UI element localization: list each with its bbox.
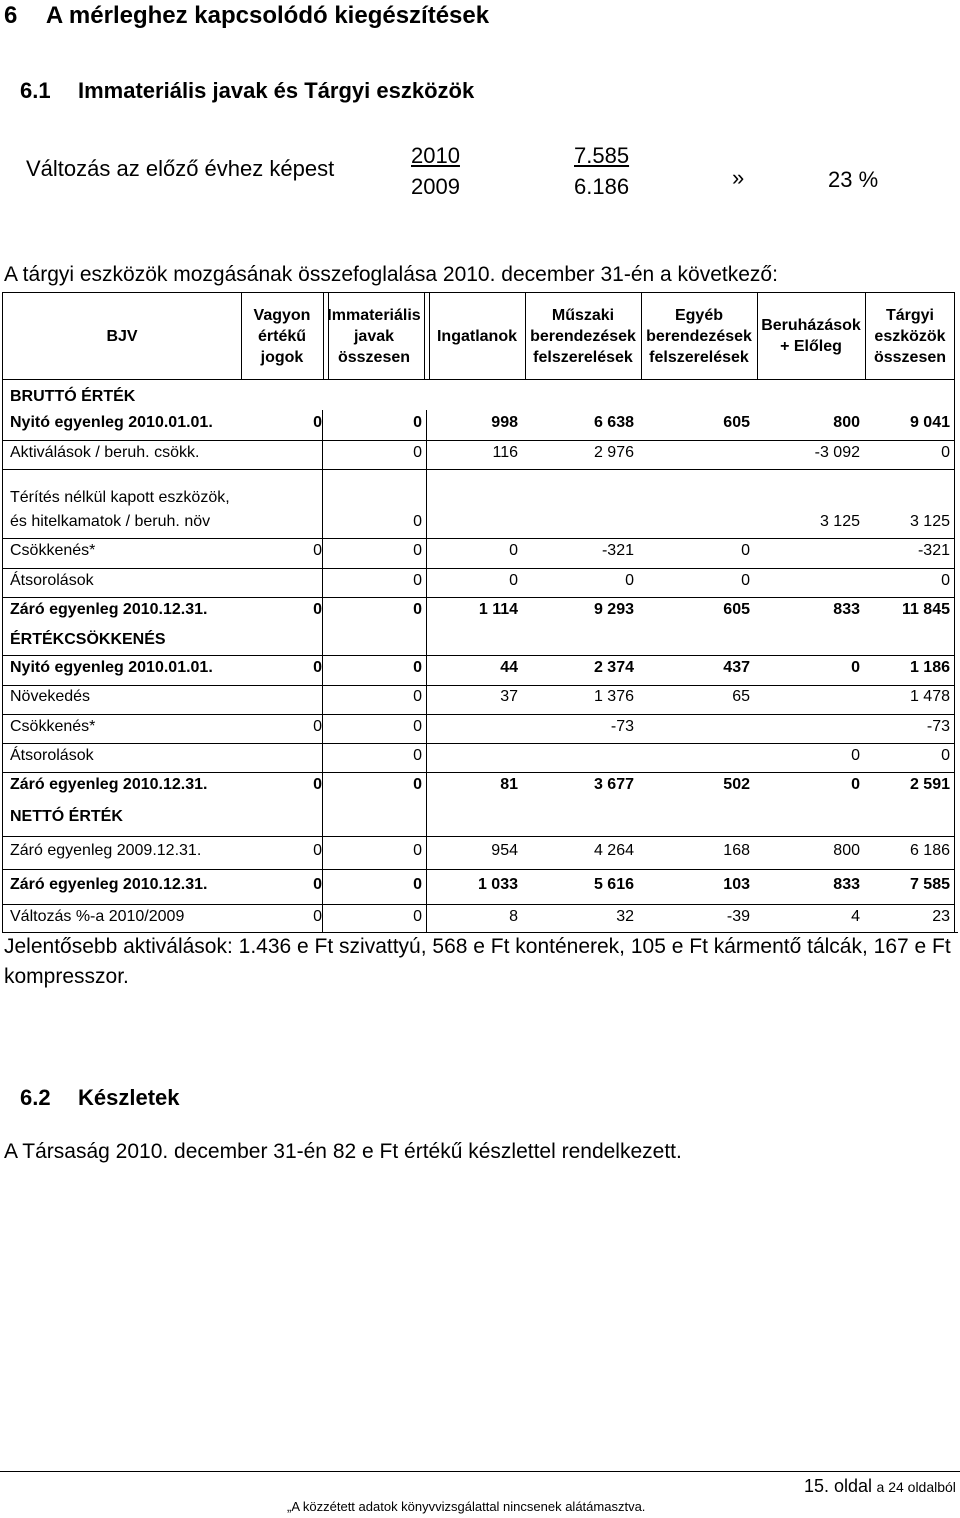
table-cell: 6 186: [909, 842, 950, 859]
table-cell: 2 976: [593, 444, 634, 461]
row-label: Nyitó egyenleg 2010.01.01.: [10, 414, 213, 431]
row-label: Csökkenés*: [10, 542, 96, 559]
table-cell: 0: [413, 601, 422, 618]
table-cell: 954: [491, 842, 518, 859]
table-cell: 0: [413, 718, 422, 735]
table-cell: 5 616: [593, 876, 634, 893]
table-cell: 1 186: [909, 659, 950, 676]
table-cell: 437: [723, 659, 750, 676]
section-heading-6: [4, 2, 489, 30]
table-cell: 103: [723, 876, 750, 893]
section-ertekcsokkenes: ÉRTÉKCSÖKKENÉS: [10, 631, 166, 648]
footer-disclaimer: „A közzétett adatok könyvvizsgálattal nincsenek alátámasztva.: [287, 1499, 646, 1514]
subheading-62-number: 6.2: [20, 1085, 51, 1110]
table-row: [2, 489, 955, 530]
row-label: Átsorolások: [10, 747, 94, 764]
asset-table-header: [2, 292, 955, 380]
table-cell: 0: [625, 572, 634, 589]
table-cell: 4: [851, 908, 860, 925]
table-cell: 605: [723, 414, 750, 431]
row-label: Záró egyenleg 2010.12.31.: [10, 776, 208, 793]
table-cell: 23: [932, 908, 950, 925]
table-intro: A tárgyi eszközök mozgásának összefoglalása 2010. december 31-én a következő:: [4, 263, 778, 286]
section-62-text: A Társaság 2010. december 31-én 82 e Ft értékű készlettel rendelkezett.: [4, 1140, 682, 1163]
table-row: [2, 601, 955, 623]
table-row: [2, 444, 955, 466]
table-cell: -3 092: [814, 444, 860, 461]
row-label: Változás %-a 2010/2009: [10, 908, 185, 925]
table-cell: 1 114: [478, 601, 518, 618]
change-year-2009: 2009: [411, 174, 460, 199]
table-cell: 0: [313, 718, 322, 735]
table-cell: 0: [413, 542, 422, 559]
table-cell: 6 638: [593, 414, 634, 431]
table-cell: 605: [723, 601, 750, 618]
table-cell: -73: [610, 718, 634, 735]
table-cell: 0: [413, 513, 422, 530]
row-label: Záró egyenleg 2010.12.31.: [10, 876, 208, 893]
table-cell: 65: [732, 688, 750, 705]
table-row: [2, 659, 955, 681]
table-cell: 168: [723, 842, 750, 859]
table-cell: 0: [413, 776, 422, 793]
table-cell: 0: [313, 601, 322, 618]
table-cell: 502: [723, 776, 750, 793]
header-egyeb: Egyéb berendezések felszerelések: [646, 306, 752, 366]
table-cell: -73: [926, 718, 950, 735]
row-label: Térítés nélkül kapott eszközök,: [10, 489, 230, 506]
row-label: Csökkenés*: [10, 718, 96, 735]
table-cell: 0: [313, 659, 322, 676]
table-row: [2, 718, 955, 740]
table-cell: 0: [413, 659, 422, 676]
table-cell: 44: [500, 659, 518, 676]
table-cell: 0: [941, 444, 950, 461]
page-indicator: [804, 1476, 956, 1497]
subheading-title: Immateriális javak és Tárgyi eszközök: [78, 78, 475, 103]
header-bjv: BJV: [106, 327, 138, 345]
table-cell: 0: [313, 542, 322, 559]
table-cell: 11 845: [901, 601, 950, 618]
subheading-6-1: [20, 78, 474, 104]
table-cell: 833: [833, 601, 860, 618]
table-cell: 0: [413, 876, 422, 893]
table-cell: 800: [833, 842, 860, 859]
table-cell: 0: [941, 572, 950, 589]
table-cell: 0: [851, 747, 860, 764]
table-cell: -39: [726, 908, 750, 925]
table-cell: 0: [413, 414, 422, 431]
table-cell: 0: [313, 776, 322, 793]
row-label: Záró egyenleg 2009.12.31.: [10, 842, 202, 859]
table-cell: 0: [413, 572, 422, 589]
change-value-2010: 7.585: [574, 143, 630, 168]
table-cell: 0: [313, 842, 322, 859]
table-row: [2, 688, 955, 710]
change-year-2010: 2010: [411, 143, 460, 168]
change-arrow: »: [732, 165, 745, 190]
table-cell: 1 478: [909, 688, 950, 705]
table-cell: 3 125: [819, 513, 860, 530]
table-row: [2, 542, 955, 564]
note-line-1: Jelentősebb aktiválások: 1.436 e Ft szivattyú, 568 e Ft konténerek, 105 e Ft kármentő tálcák, 167 e Ft: [4, 935, 951, 958]
table-row: [2, 876, 955, 898]
header-vagyon: Vagyon értékű jogok: [253, 306, 311, 366]
table-cell: 833: [833, 876, 860, 893]
header-targyi: Tárgyi eszközök összesen: [873, 306, 947, 366]
heading-number: 6: [4, 2, 18, 29]
table-cell: 3 125: [909, 513, 950, 530]
header-muszaki: Műszaki berendezések felszerelések: [530, 306, 636, 366]
row-label: Nyitó egyenleg 2010.01.01.: [10, 659, 213, 676]
table-cell: 0: [413, 747, 422, 764]
table-row: [2, 908, 955, 930]
table-cell: 3 677: [593, 776, 634, 793]
section-netto: NETTÓ ÉRTÉK: [10, 808, 123, 825]
table-cell: 1 376: [593, 688, 634, 705]
section-brutto: BRUTTÓ ÉRTÉK: [10, 388, 136, 405]
table-cell: -321: [601, 542, 634, 559]
change-value-2009: 6.186: [574, 174, 630, 199]
table-cell: 0: [509, 542, 518, 559]
row-label: Záró egyenleg 2010.12.31.: [10, 601, 208, 618]
table-row: [2, 414, 955, 436]
page-number: 15. oldal: [804, 1476, 873, 1496]
table-cell: 0: [313, 414, 322, 431]
table-cell: 0: [941, 747, 950, 764]
header-immaterialis: Immateriális javak összesen: [327, 306, 421, 366]
table-cell: 0: [413, 842, 422, 859]
table-cell: 7 585: [909, 876, 950, 893]
table-cell: 37: [500, 688, 518, 705]
table-cell: 116: [492, 444, 518, 461]
table-cell: 0: [413, 688, 422, 705]
table-cell: 0: [313, 876, 322, 893]
table-cell: 2 591: [909, 776, 950, 793]
row-label-line2: és hitelkamatok / beruh. növ: [10, 513, 211, 530]
table-cell: 9 293: [593, 601, 634, 618]
note-line-2: kompresszor.: [4, 965, 129, 988]
table-cell: 0: [413, 908, 422, 925]
table-row: [2, 747, 955, 769]
table-cell: 4 264: [593, 842, 634, 859]
page-of: a 24 oldalból: [876, 1479, 956, 1495]
change-percent: 23 %: [828, 167, 879, 192]
table-row: [2, 842, 955, 864]
table-cell: 1 033: [477, 876, 518, 893]
table-cell: 0: [741, 542, 750, 559]
table-cell: 81: [500, 776, 518, 793]
subheading-62-title: Készletek: [78, 1085, 180, 1110]
table-row: [2, 776, 955, 798]
table-cell: 0: [851, 776, 860, 793]
heading-title: A mérleghez kapcsolódó kiegészítések: [45, 2, 490, 29]
subheading-6-2: [20, 1085, 180, 1111]
table-cell: 32: [616, 908, 634, 925]
row-label: Aktiválások / beruh. csökk.: [10, 444, 200, 461]
table-cell: 0: [313, 908, 322, 925]
table-row: [2, 572, 955, 594]
header-ingatlanok: Ingatlanok: [436, 327, 517, 345]
subheading-number: 6.1: [20, 78, 51, 103]
footer-divider: [0, 1471, 960, 1472]
table-cell: 998: [491, 414, 518, 431]
table-cell: 8: [509, 908, 518, 925]
row-label: Növekedés: [10, 688, 91, 705]
table-cell: -321: [917, 542, 950, 559]
table-cell: 2 374: [593, 659, 634, 676]
table-cell: 9 041: [909, 414, 950, 431]
table-cell: 0: [851, 659, 860, 676]
table-cell: 0: [413, 444, 422, 461]
table-cell: 0: [509, 572, 518, 589]
table-cell: 800: [833, 414, 860, 431]
change-label: Változás az előző évhez képest: [26, 156, 335, 181]
header-beruhazasok: Beruházások + Előleg: [761, 317, 861, 355]
row-label: Átsorolások: [10, 572, 94, 589]
table-cell: 0: [741, 572, 750, 589]
